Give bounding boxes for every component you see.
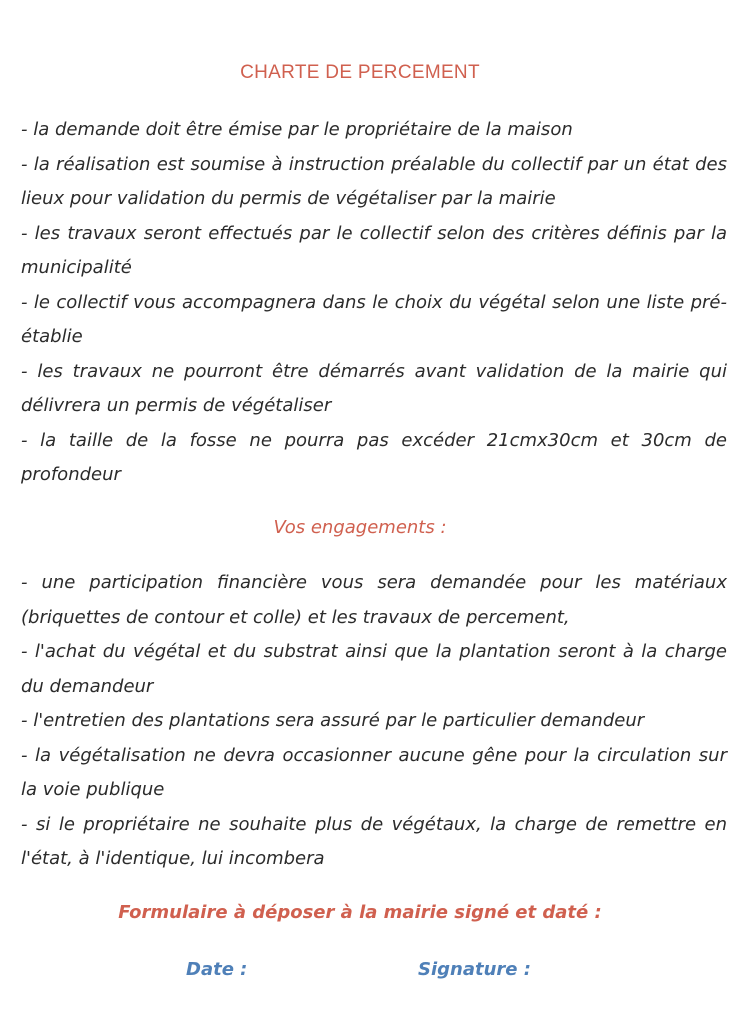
engagements-heading: Vos engagements : — [273, 517, 447, 538]
signature-label: Signature : — [418, 959, 531, 980]
charte-list — [21, 113, 727, 493]
charte-item: - les travaux seront effectués par le collectif selon des critères définis par la municipalité — [21, 222, 727, 278]
formulaire-instruction: Formulaire à déposer à la mairie signé et daté : — [118, 902, 602, 923]
charte-item: - les travaux ne pourront être démarrés avant validation de la mairie qui délivrera un permis de végétaliser — [21, 360, 727, 416]
charte-item: - la taille de la fosse ne pourra pas excéder 21cmx30cm et 30cm de profondeur — [21, 429, 727, 485]
engagements-list — [21, 566, 727, 877]
document-title: CHARTE DE PERCEMENT — [240, 62, 480, 83]
engagement-item: - l'entretien des plantations sera assuré par le particulier demandeur — [21, 710, 645, 731]
charte-item: - la demande doit être émise par le propriétaire de la maison — [21, 119, 573, 140]
engagement-item: - si le propriétaire ne souhaite plus de végétaux, la charge de remettre en l'état, à l'identique, lui incombera — [21, 813, 727, 869]
engagement-item: - la végétalisation ne devra occasionner aucune gêne pour la circulation sur la voie publique — [21, 744, 727, 800]
engagement-item: - une participation financière vous sera demandée pour les matériaux (briquettes de contour et colle) et les travaux de percement, — [21, 572, 727, 628]
engagement-item: - l'achat du végétal et du substrat ainsi que la plantation seront à la charge du demandeur — [21, 641, 727, 697]
date-label: Date : — [186, 959, 248, 980]
charte-item: - le collectif vous accompagnera dans le choix du végétal selon une liste pré-établie — [21, 291, 727, 347]
charte-item: - la réalisation est soumise à instruction préalable du collectif par un état des lieux pour validation du permis de végétaliser par la mairie — [21, 153, 727, 209]
